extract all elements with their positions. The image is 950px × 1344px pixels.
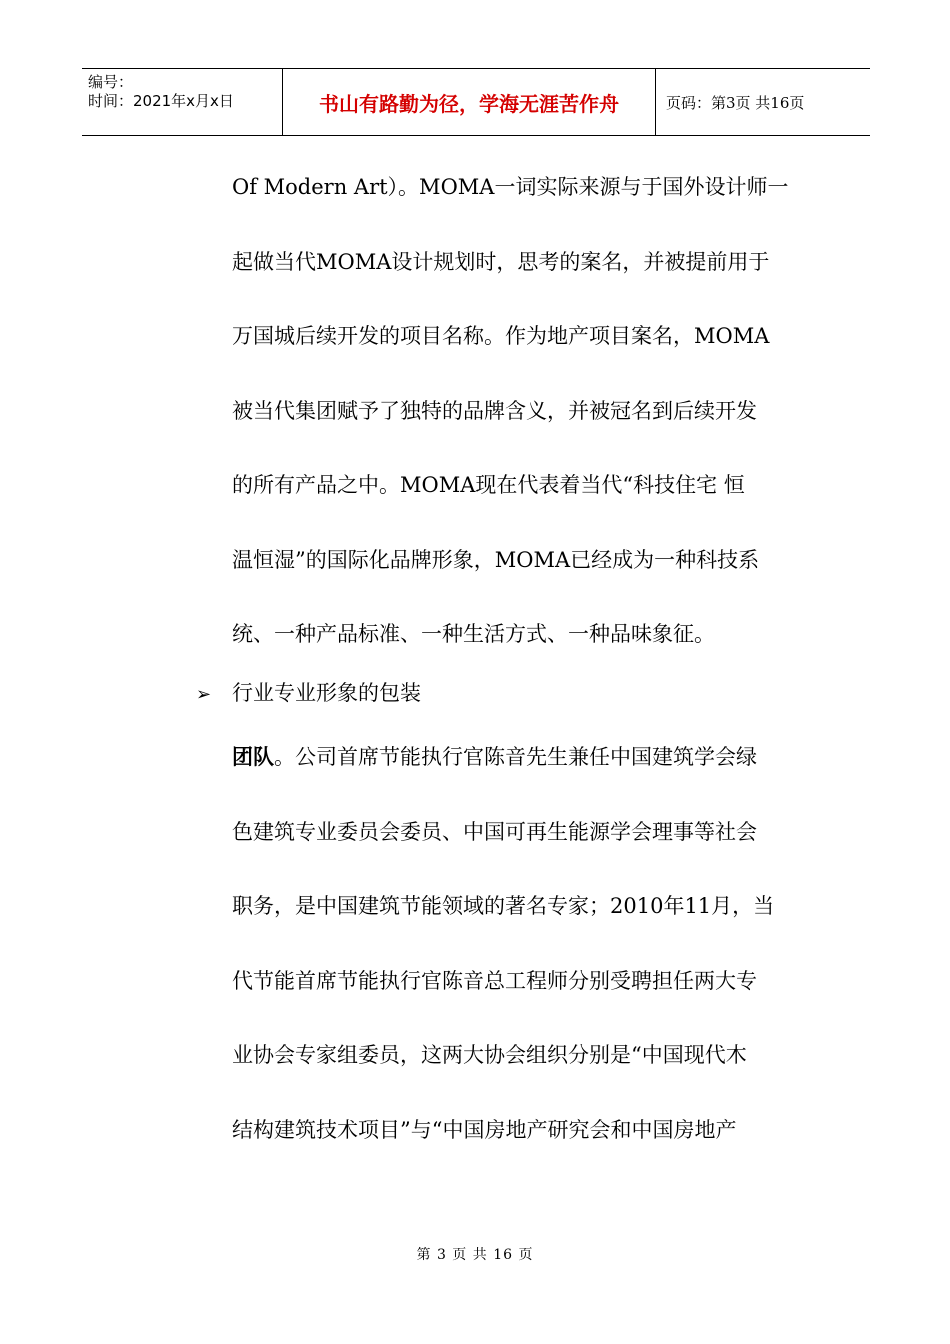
text-line: 色建筑专业委员会委员、中国可再生能源学会理事等社会 [232, 819, 757, 844]
team-first-line: 。公司首席节能执行官陈音先生兼任中国建筑学会绿 [274, 745, 757, 769]
paragraph-team [232, 720, 807, 1167]
page-footer: 第 3 页 共 16 页 [416, 1247, 534, 1263]
arrow-bullet-icon: ➢ [196, 684, 212, 705]
text-line: 起做当代MOMA设计规划时，思考的案名，并被提前用于 [232, 249, 770, 274]
text-line: 的所有产品之中。MOMA现在代表着当代“科技住宅 恒 [232, 473, 745, 497]
bullet-heading [196, 673, 816, 715]
bullet-text: 行业专业形象的包装 [232, 681, 421, 705]
text-line: 统、一种产品标准、一种生活方式、一种品味象征。 [232, 622, 715, 646]
text-line [232, 720, 807, 795]
text-line: 温恒湿”的国际化品牌形象，MOMA已经成为一种科技系 [232, 547, 760, 572]
document-date: 时间：2021年x月x日 [88, 92, 234, 110]
document-number-label: 编号： [88, 73, 134, 91]
text-line: 万国城后续开发的项目名称。作为地产项目案名，MOMA [232, 324, 770, 348]
text-line: 职务，是中国建筑节能领域的著名专家；2010年11月，当 [232, 894, 775, 918]
team-lead-bold: 团队 [232, 744, 274, 769]
header-motto: 书山有路勤为径，学海无涯苦作舟 [282, 69, 656, 135]
text-line: 结构建筑技术项目”与“中国房地产研究会和中国房地产 [232, 1117, 737, 1142]
page-header [82, 68, 870, 136]
text-line: 被当代集团赋予了独特的品牌含义，并被冠名到后续开发 [232, 398, 757, 423]
header-meta [82, 69, 282, 135]
paragraph-moma [232, 150, 807, 672]
header-page-number: 页码：第3页 共16页 [666, 93, 805, 112]
text-line: Of Modern Art）。MOMA一词实际来源与于国外设计师一 [232, 175, 789, 199]
text-line: 代节能首席节能执行官陈音总工程师分别受聘担任两大专 [232, 968, 757, 993]
text-line: 业协会专家组委员，这两大协会组织分别是“中国现代木 [232, 1043, 747, 1067]
